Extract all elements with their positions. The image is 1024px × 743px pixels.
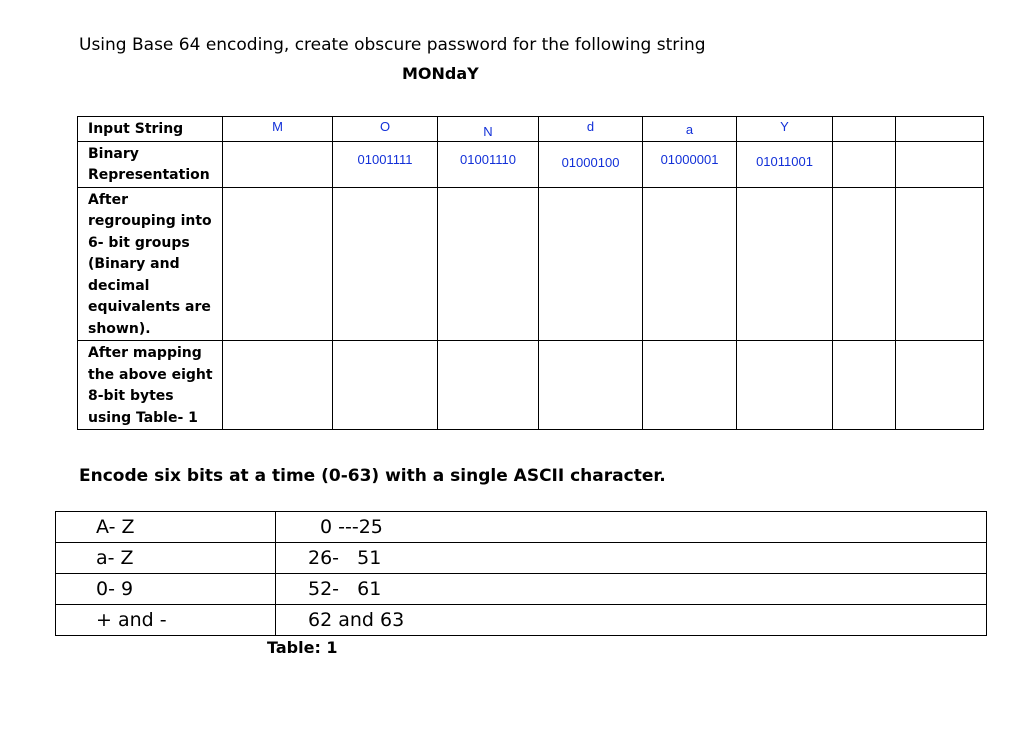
mapping-cell — [223, 341, 333, 430]
reference-row — [56, 543, 987, 574]
binary-cell — [896, 141, 984, 187]
binary-label: Binary Representation — [78, 141, 223, 187]
letter-cell: M — [223, 117, 333, 142]
regroup-row — [78, 187, 984, 341]
binary-cell: 01000100 — [539, 141, 643, 187]
binary-cell — [833, 141, 896, 187]
binary-cell: 01000001 — [643, 141, 737, 187]
assignment-heading: Using Base 64 encoding, create obscure password for the following string — [79, 35, 706, 55]
mapping-cell — [438, 341, 539, 430]
binary-cell — [223, 141, 333, 187]
reference-row — [56, 605, 987, 636]
letter-cell — [833, 117, 896, 142]
target-string: MONdaY — [402, 64, 479, 83]
binary-cell: 01001111 — [333, 141, 438, 187]
letter-cell — [896, 117, 984, 142]
encode-instruction: Encode six bits at a time (0-63) with a single ASCII character. — [79, 466, 666, 486]
letter-cell: N — [438, 117, 539, 142]
regroup-cell — [438, 187, 539, 341]
regroup-cell — [333, 187, 438, 341]
reference-row — [56, 574, 987, 605]
reference-range: a- Z — [56, 543, 276, 574]
regroup-cell — [539, 187, 643, 341]
table-caption: Table: 1 — [267, 638, 338, 657]
mapping-cell — [333, 341, 438, 430]
mapping-cell — [643, 341, 737, 430]
regroup-label: After regrouping into 6- bit groups (Binary and decimal equivalents are shown). — [78, 187, 223, 341]
regroup-cell — [896, 187, 984, 341]
regroup-cell — [833, 187, 896, 341]
mapping-cell — [896, 341, 984, 430]
input-string-row — [78, 117, 984, 142]
regroup-cell — [223, 187, 333, 341]
reference-range: A- Z — [56, 512, 276, 543]
reference-range: + and - — [56, 605, 276, 636]
regroup-cell — [737, 187, 833, 341]
letter-cell: Y — [737, 117, 833, 142]
mapping-label: After mapping the above eight 8-bit bytes using Table- 1 — [78, 341, 223, 430]
reference-codes: 26- 51 — [276, 543, 987, 574]
base64-reference-table — [55, 511, 987, 636]
reference-codes: 62 and 63 — [276, 605, 987, 636]
input-string-label: Input String — [78, 117, 223, 142]
regroup-cell — [643, 187, 737, 341]
mapping-cell — [737, 341, 833, 430]
binary-cell: 01011001 — [737, 141, 833, 187]
reference-codes: 0 ---25 — [276, 512, 987, 543]
letter-cell: a — [643, 117, 737, 142]
letter-cell: d — [539, 117, 643, 142]
reference-codes: 52- 61 — [276, 574, 987, 605]
letter-cell: O — [333, 117, 438, 142]
mapping-cell — [833, 341, 896, 430]
reference-row — [56, 512, 987, 543]
encoding-worksheet-table — [77, 116, 984, 430]
mapping-row — [78, 341, 984, 430]
binary-cell: 01001110 — [438, 141, 539, 187]
binary-row — [78, 141, 984, 187]
reference-range: 0- 9 — [56, 574, 276, 605]
mapping-cell — [539, 341, 643, 430]
